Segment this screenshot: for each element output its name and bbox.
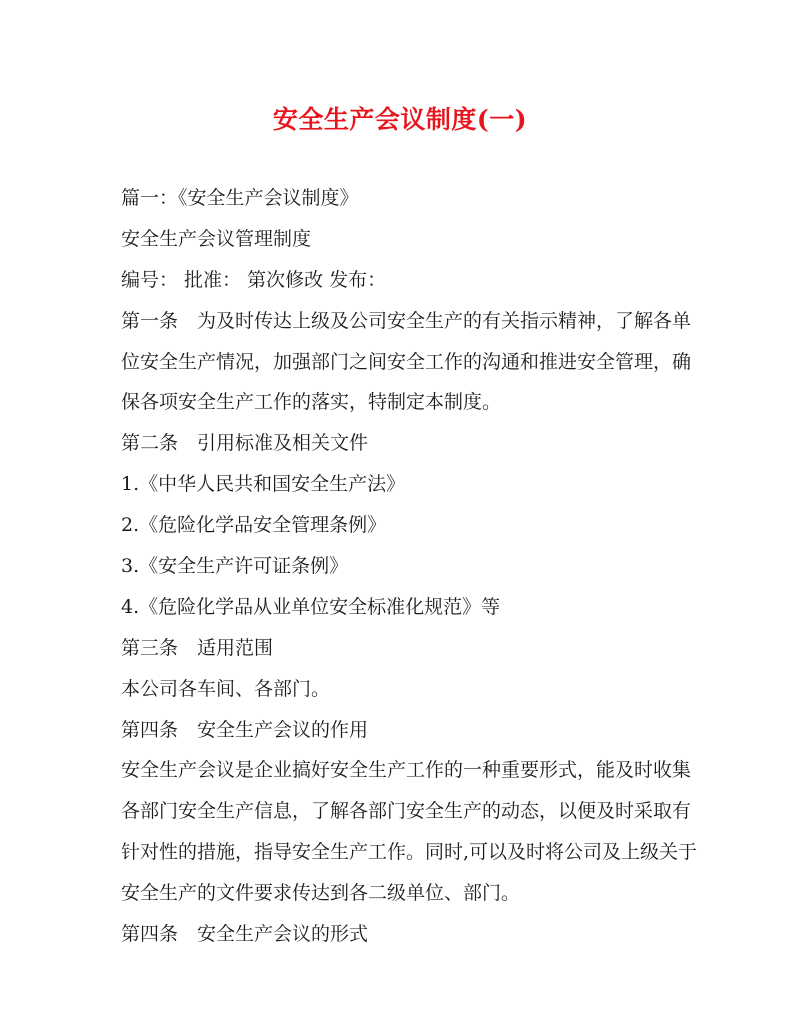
article-4-heading: 第四条 安全生产会议的作用 bbox=[121, 718, 369, 741]
document-body bbox=[121, 178, 698, 955]
article-1-line-2: 位安全生产情况，加强部门之间安全工作的沟通和推进安全管理，确 bbox=[121, 350, 692, 373]
article-3-body: 本公司各车间、各部门。 bbox=[121, 677, 331, 700]
management-system-heading: 安全生产会议管理制度 bbox=[121, 227, 312, 250]
article-4-body-line-4: 安全生产的文件要求传达到各二级单位、部门。 bbox=[121, 882, 521, 905]
document-title: 安全生产会议制度(一) bbox=[272, 105, 528, 134]
article-1-line-3: 保各项安全生产工作的落实，特制定本制度。 bbox=[121, 391, 502, 414]
article-3-heading: 第三条 适用范围 bbox=[121, 636, 274, 659]
article-4-body-line-1: 安全生产会议是企业搞好安全生产工作的一种重要形式，能及时收集 bbox=[121, 759, 692, 782]
article-4-body-line-3: 针对性的措施，指导安全生产工作。同时,可以及时将公司及上级关于 bbox=[121, 841, 698, 864]
article-4-body-line-2: 各部门安全生产信息，了解各部门安全生产的动态，以便及时采取有 bbox=[121, 800, 692, 823]
article-4b-heading: 第四条 安全生产会议的形式 bbox=[121, 923, 369, 946]
reference-item-1: 1.《中华人民共和国安全生产法》 bbox=[121, 473, 406, 496]
reference-item-4: 4.《危险化学品从业单位安全标准化规范》等 bbox=[121, 595, 501, 618]
article-1-line-1: 第一条 为及时传达上级及公司安全生产的有关指示精神，了解各单 bbox=[121, 309, 692, 332]
article-2-heading: 第二条 引用标准及相关文件 bbox=[121, 432, 369, 455]
reference-item-3: 3.《安全生产许可证条例》 bbox=[121, 555, 349, 578]
document-meta-line: 编号： 批准： 第次修改 发布： bbox=[121, 268, 387, 291]
reference-item-2: 2.《危险化学品安全管理条例》 bbox=[121, 514, 387, 537]
section-intro-heading: 篇一：《安全生产会议制度》 bbox=[121, 187, 359, 209]
